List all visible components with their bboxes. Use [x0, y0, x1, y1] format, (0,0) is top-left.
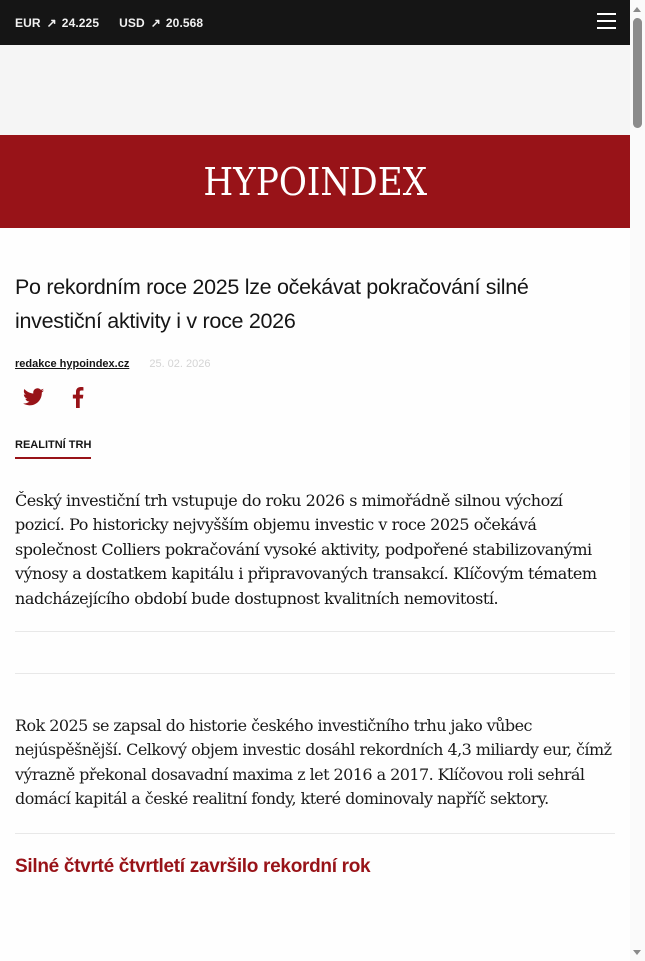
- currency-label: EUR: [15, 15, 41, 30]
- ad-placeholder: [0, 45, 630, 135]
- brand-banner: [0, 135, 630, 228]
- article-paragraph: Rok 2025 se zapsal do historie českého investičního trhu jako vůbec nejúspěšnější. Celkový objem investic dosáhl rekordních 4,3 miliardy eur, čímž výrazně překonal dosavadní maxima z let 2016 a 2017. Klíčovou roli sehrál domácí kapitál a české realitní fondy, které dominovaly napříč sektory.: [15, 716, 612, 809]
- twitter-share-button[interactable]: [22, 386, 44, 408]
- trend-up-icon: ↗: [150, 15, 161, 30]
- scrollbar-thumb[interactable]: [633, 18, 642, 128]
- share-bar: [15, 386, 615, 408]
- article-subheading: Silné čtvrté čtvrtletí završilo rekordní rok: [15, 855, 371, 877]
- divider: [15, 631, 615, 632]
- facebook-icon: [72, 387, 84, 408]
- category-tag[interactable]: REALITNÍ TRH: [15, 439, 91, 459]
- trend-up-icon: ↗: [46, 15, 57, 30]
- article-title: Po rekordním roce 2025 lze očekávat pokračování silné investiční aktivity i v roce 2026: [15, 275, 529, 333]
- article-perex: Český investiční trh vstupuje do roku 2026 s mimořádně silnou výchozí pozicí. Po historicky nejvyšším objemu investic v roce 2025 očekává společnost Colliers pokračování vysoké aktivity, podpořené stabilizovanými výnosy a dostatkem kapitálu i připravovaných transakcí. Klíčovým tématem nadcházejícího období bude dostupnost kvalitních nemovitostí.: [15, 491, 597, 608]
- site-logo[interactable]: HYPOINDEX: [203, 159, 427, 204]
- rate-value: 20.568: [165, 15, 204, 30]
- article: [0, 270, 630, 906]
- facebook-share-button[interactable]: [67, 386, 89, 408]
- divider: [15, 833, 615, 834]
- exchange-rate-usd: [119, 16, 203, 30]
- article-meta: [15, 358, 615, 370]
- hamburger-menu-icon[interactable]: [597, 13, 616, 30]
- top-bar: [0, 0, 630, 45]
- article-paragraph-cut-off: [15, 896, 615, 906]
- author-link[interactable]: redakce hypoindex.cz: [15, 358, 130, 370]
- divider: [15, 673, 615, 674]
- publish-date: 25. 02. 2026: [149, 358, 211, 370]
- twitter-icon: [23, 388, 44, 406]
- scroll-down-arrow-icon[interactable]: [633, 950, 641, 955]
- currency-label: USD: [119, 15, 145, 30]
- scroll-up-arrow-icon[interactable]: [633, 7, 641, 12]
- exchange-rate-eur: [15, 16, 99, 30]
- vertical-scrollbar[interactable]: [630, 0, 645, 961]
- rate-value: 24.225: [61, 15, 100, 30]
